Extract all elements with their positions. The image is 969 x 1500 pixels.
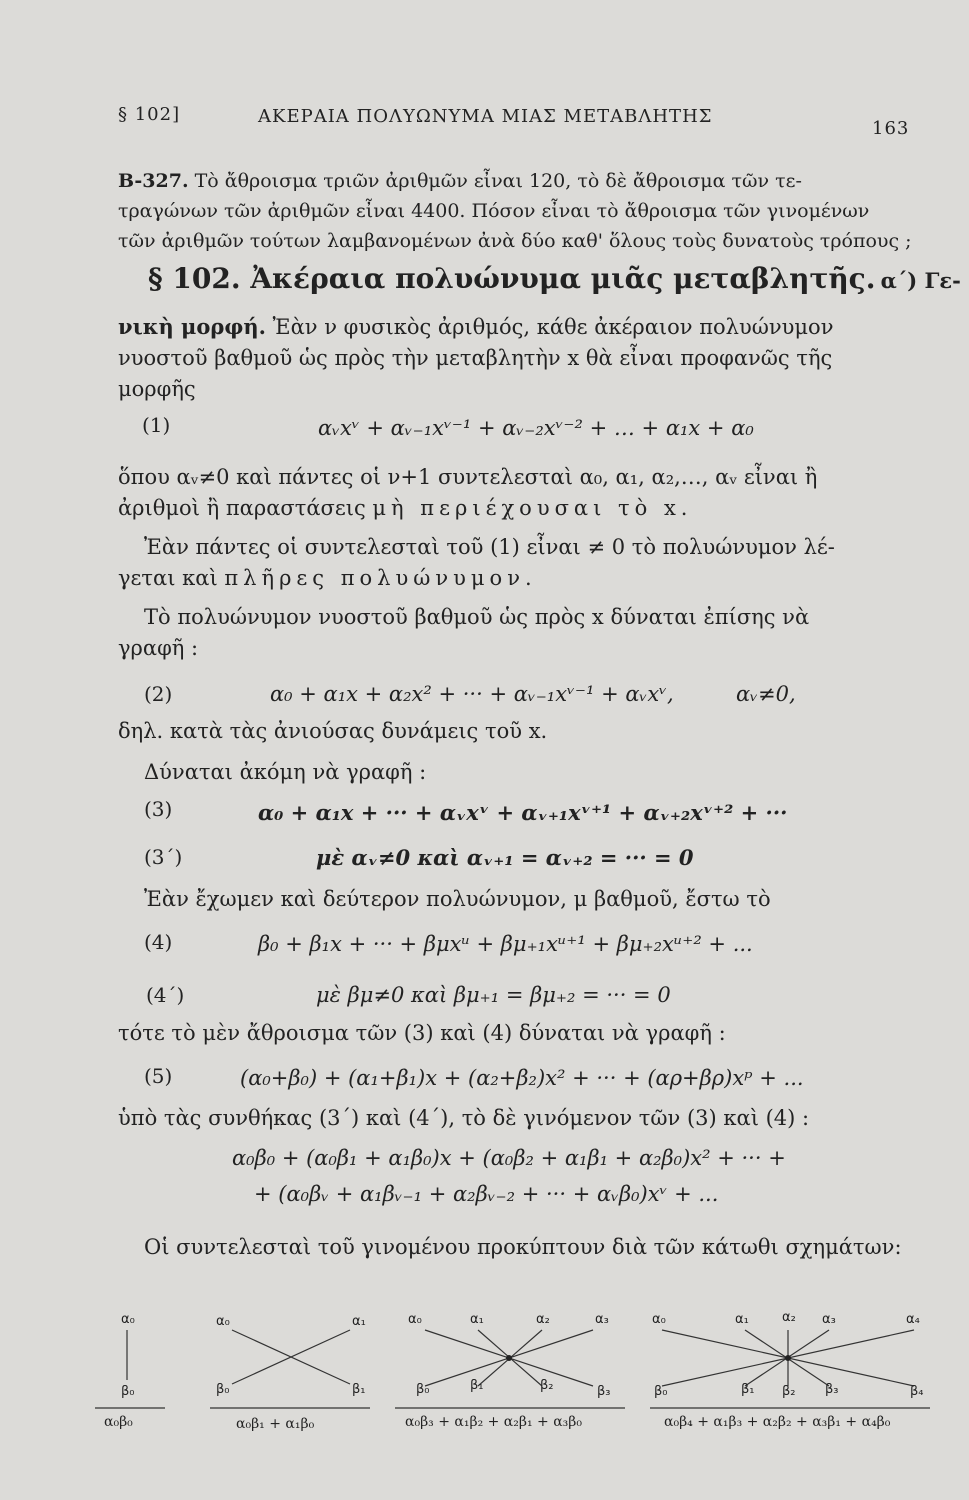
subheading-a: α΄) Γε- xyxy=(880,268,961,293)
after-eq1-line2a: ἀριθμοὶ ἢ παραστάσεις xyxy=(118,496,366,520)
d3-top-3: α₃ xyxy=(595,1312,609,1327)
eq1: αᵥxᵛ + αᵥ₋₁xᵛ⁻¹ + αᵥ₋₂xᵛ⁻² + … + α₁x + α₀ xyxy=(318,416,754,440)
eq3p-number: (3΄) xyxy=(144,845,183,869)
problem-text-1: Τὸ ἄθροισμα τριῶν ἀριθμῶν εἶναι 120, τὸ δὲ ἄθροισμα τῶν τε- xyxy=(194,170,802,192)
d4-bottom-4: β₄ xyxy=(910,1384,924,1399)
eq2-condition: αᵥ≠0, xyxy=(736,682,796,706)
d4-bottom-2: β₂ xyxy=(782,1384,796,1399)
para6: τότε τὸ μὲν ἄθροισμα τῶν (3) καὶ (4) δύναται νὰ γραφῆ : xyxy=(118,1021,726,1045)
product-line1: α₀β₀ + (α₀β₁ + α₁β₀)x + (α₀β₂ + α₁β₁ + α₂β₀)x² + ··· + xyxy=(232,1146,786,1170)
d2-bottom-1: β₁ xyxy=(352,1382,366,1397)
d4-top-1: α₁ xyxy=(735,1312,749,1327)
d3-bottom-2: β₂ xyxy=(540,1378,554,1393)
d2-bottom-0: β₀ xyxy=(216,1382,230,1397)
problem-text-3: τῶν ἀριθμῶν τούτων λαμβανομένων ἀνὰ δύο καθ' ὅλους τοὺς δυνατοὺς τρόπους ; xyxy=(118,230,912,252)
after-eq1-line1: ὅπου αᵥ≠0 καὶ πάντες οἱ ν+1 συντελεσταὶ α₀, α₁, α₂,…, αᵥ εἶναι ἢ xyxy=(118,465,818,489)
para5: Ἐὰν ἔχωμεν καὶ δεύτερον πολυώνυμον, μ βαθμοῦ, ἔστω τὸ xyxy=(144,887,771,911)
para1-line3: μορφῆς xyxy=(118,377,196,401)
d2-top-1: α₁ xyxy=(352,1314,366,1329)
eq2-number: (2) xyxy=(144,682,173,706)
eq4p-number: (4΄) xyxy=(146,983,185,1007)
eq5: (α₀+β₀) + (α₁+β₁)x + (α₂+β₂)x² + ··· + (αρ+βρ)xᵖ + ... xyxy=(240,1066,804,1090)
problem-label: B-327. xyxy=(118,170,189,192)
eq3-number: (3) xyxy=(144,797,173,821)
para3-line2: γραφῆ : xyxy=(118,636,199,660)
eq4p: μὲ βμ≠0 καὶ βμ₊₁ = βμ₊₂ = ··· = 0 xyxy=(316,983,671,1007)
d3-bottom-1: β₁ xyxy=(470,1378,484,1393)
running-title: ΑΚΕΡΑΙΑ ΠΟΛΥΩΝΥΜΑ ΜΙΑΣ ΜΕΤΑΒΛΗΤΗΣ xyxy=(258,106,713,127)
eq1-number: (1) xyxy=(142,413,171,437)
d4-top-0: α₀ xyxy=(652,1312,666,1327)
para3-line1: Τὸ πολυώνυμον νυοστοῦ βαθμοῦ ὡς πρὸς x δύναται ἐπίσης νὰ xyxy=(144,605,810,629)
eq2: α₀ + α₁x + α₂x² + ··· + αᵥ₋₁xᵛ⁻¹ + αᵥxᵛ, xyxy=(270,682,674,706)
para1-line1: Ἐὰν ν φυσικὸς ἀριθμός, κάθε ἀκέραιον πολυώνυμον xyxy=(272,315,834,339)
d1-top-0: α₀ xyxy=(121,1312,135,1327)
d4-caption: α₀β₄ + α₁β₃ + α₂β₂ + α₃β₁ + α₄β₀ xyxy=(664,1414,891,1430)
subheading-b: νικὴ μορφή. xyxy=(118,314,266,339)
d4-top-4: α₄ xyxy=(906,1312,920,1327)
problem-text-2: τραγώνων τῶν ἀριθμῶν εἶναι 4400. Πόσον εἶναι τὸ ἄθροισμα τῶν γινομένων xyxy=(118,200,870,222)
section-ref: § 102] xyxy=(118,104,181,125)
para7: ὑπὸ τὰς συνθήκας (3΄) καὶ (4΄), τὸ δὲ γινόμενον τῶν (3) καὶ (4) : xyxy=(118,1106,810,1130)
d2-caption: α₀β₁ + α₁β₀ xyxy=(236,1416,315,1432)
para8: Οἱ συντελεσταὶ τοῦ γινομένου προκύπτουν διὰ τῶν κάτωθι σχημάτων: xyxy=(144,1235,902,1259)
eq4-number: (4) xyxy=(144,930,173,954)
d4-bottom-0: β₀ xyxy=(654,1384,668,1399)
d3-top-2: α₂ xyxy=(536,1312,550,1327)
d2-top-0: α₀ xyxy=(216,1314,230,1329)
d4-top-2: α₂ xyxy=(782,1310,796,1325)
d4-top-3: α₃ xyxy=(822,1312,836,1327)
d1-caption: α₀β₀ xyxy=(104,1414,133,1430)
d3-bottom-3: β₃ xyxy=(597,1384,611,1399)
eq3p: μὲ αᵥ≠0 καὶ αᵥ₊₁ = αᵥ₊₂ = ··· = 0 xyxy=(316,845,694,870)
product-line2: + (α₀βᵥ + α₁βᵥ₋₁ + α₂βᵥ₋₂ + ··· + αᵥβ₀)xᵛ + ... xyxy=(254,1182,719,1206)
para1-line2: νυοστοῦ βαθμοῦ ὡς πρὸς τὴν μεταβλητὴν x θὰ εἶναι προφανῶς τῆς xyxy=(118,346,833,370)
para2-line2a: γεται καὶ xyxy=(118,566,218,590)
d4-bottom-1: β₁ xyxy=(741,1382,755,1397)
diagram4-center-dot xyxy=(785,1355,791,1361)
para4: Δύναται ἀκόμη νὰ γραφῆ : xyxy=(144,760,427,784)
after-eq1-line2b: μὴ περιέχουσαι τὸ x. xyxy=(372,496,693,520)
page-number: 163 xyxy=(872,118,910,139)
d3-bottom-0: β₀ xyxy=(416,1382,430,1397)
para2-line1: Ἐὰν πάντες οἱ συντελεσταὶ τοῦ (1) εἶναι ≠ 0 τὸ πολυώνυμον λέ- xyxy=(144,535,835,559)
d3-top-1: α₁ xyxy=(470,1312,484,1327)
d3-top-0: α₀ xyxy=(408,1312,422,1327)
after-eq2: δηλ. κατὰ τὰς ἀνιούσας δυνάμεις τοῦ x. xyxy=(118,719,548,743)
d3-caption: α₀β₃ + α₁β₂ + α₂β₁ + α₃β₀ xyxy=(405,1414,582,1430)
eq3: α₀ + α₁x + ··· + αᵥxᵛ + αᵥ₊₁xᵛ⁺¹ + αᵥ₊₂xᵛ⁺² + ··· xyxy=(258,800,788,825)
diagram3-center-dot xyxy=(506,1355,512,1361)
section-heading: § 102. Ἀκέραια πολυώνυμα μιᾶς μεταβλητῆς. xyxy=(148,262,876,295)
eq5-number: (5) xyxy=(144,1064,173,1088)
eq4: β₀ + β₁x + ··· + βμxᵘ + βμ₊₁xᵘ⁺¹ + βμ₊₂xᵘ⁺² + ... xyxy=(258,932,753,956)
d1-bottom-0: β₀ xyxy=(121,1384,135,1399)
d4-bottom-3: β₃ xyxy=(825,1382,839,1397)
para2-line2b: πλῆρες πολυώνυμον. xyxy=(224,566,537,590)
